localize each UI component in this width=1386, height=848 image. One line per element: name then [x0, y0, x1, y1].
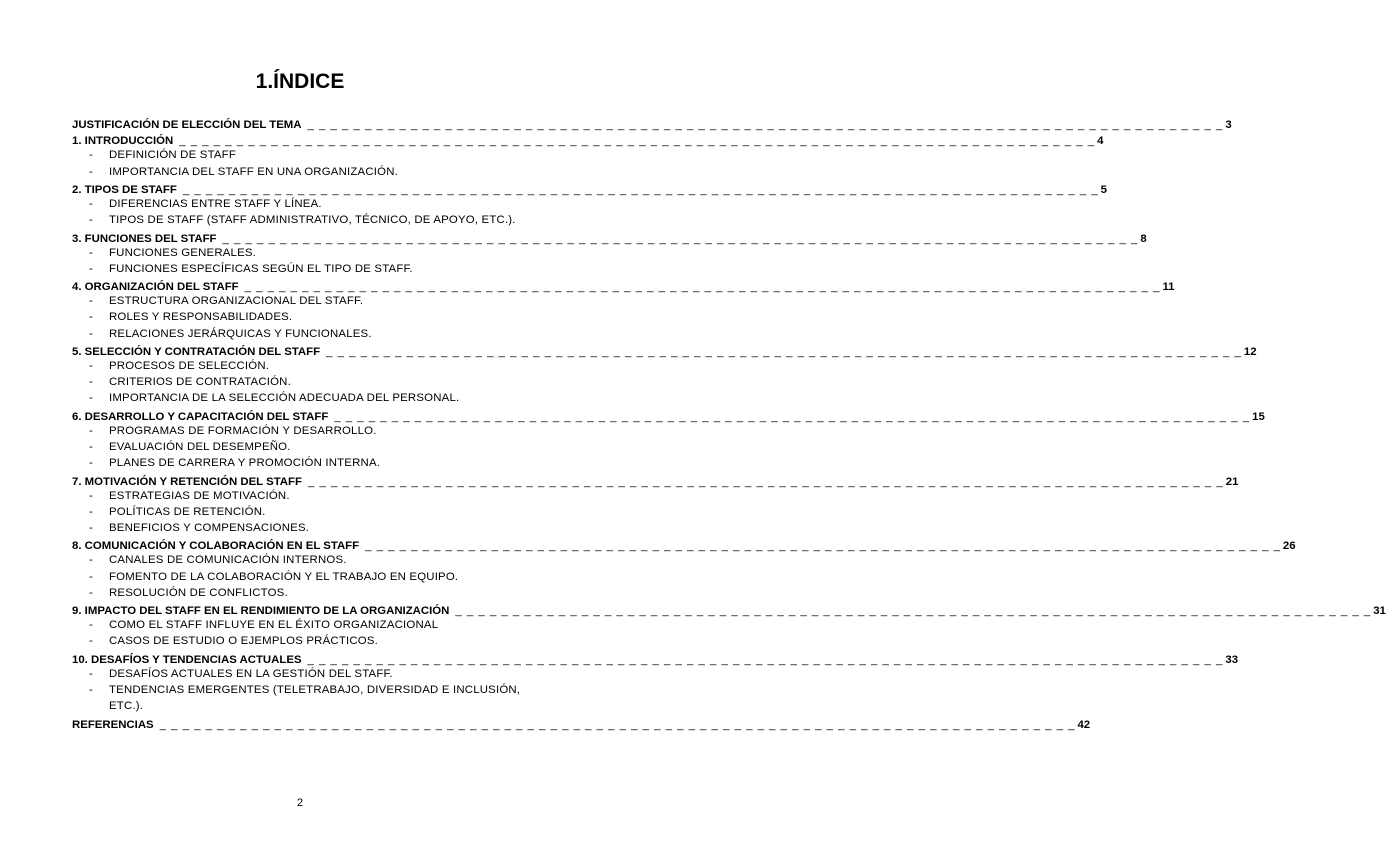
- list-dash: -: [89, 197, 93, 210]
- toc-entry-label: JUSTIFICACIÓN DE ELECCIÓN DEL TEMA: [72, 119, 302, 132]
- toc-subentry: [72, 633, 526, 649]
- toc-subentry: [72, 585, 526, 601]
- toc-subentry-label: POLÍTICAS DE RETENCIÓN.: [109, 505, 266, 518]
- list-dash: -: [89, 295, 93, 308]
- toc-leader: _ _ _ _ _ _ _ _ _ _ _ _ _ _ _ _ _ _ _ _ _ _ _ _ _ _ _ _ _ _ _ _ _ _ _ _ _ _ _ _ _ _ _ _ _ _ _ _ _ _ _ _ _ _ _ _ _ _ _ _ _ _ _ _ _ _ _ _ _ _ _ _ _ _ _ _ _ _ _ _: [334, 410, 1251, 423]
- toc-subentry-label: FUNCIONES ESPECÍFICAS SEGÚN EL TIPO DE STAFF.: [109, 262, 413, 275]
- toc-leader: _ _ _ _ _ _ _ _ _ _ _ _ _ _ _ _ _ _ _ _ _ _ _ _ _ _ _ _ _ _ _ _ _ _ _ _ _ _ _ _ _ _ _ _ _ _ _ _ _ _ _ _ _ _ _ _ _ _ _ _ _ _ _ _ _ _ _ _ _ _ _ _ _ _ _ _ _ _ _ _: [179, 135, 1096, 148]
- toc-entry-label: 1. INTRODUCCIÓN: [72, 135, 174, 148]
- list-dash: -: [89, 489, 93, 502]
- toc-entry-page: 33: [1225, 653, 1239, 666]
- toc-subentry: [72, 455, 526, 471]
- toc-subentry-label: PROGRAMAS DE FORMACIÓN Y DESARROLLO.: [109, 424, 377, 437]
- list-dash: -: [89, 149, 93, 162]
- toc-subentry: [72, 488, 526, 504]
- list-dash: -: [89, 392, 93, 405]
- toc-subentry-label: RESOLUCIÓN DE CONFLICTOS.: [109, 586, 288, 599]
- toc-entry-page: 31: [1373, 605, 1386, 618]
- toc-subentry: [72, 504, 526, 520]
- toc-entry-page: 5: [1100, 183, 1108, 196]
- toc-entry: [72, 228, 1147, 245]
- toc-subentry: [72, 682, 526, 714]
- toc-subentry: [72, 245, 526, 261]
- list-dash: -: [89, 359, 93, 372]
- list-dash: -: [89, 424, 93, 437]
- page-number: 2: [296, 797, 304, 809]
- toc-entry: [72, 650, 1239, 666]
- toc-subentry-label: IMPORTANCIA DEL STAFF EN UNA ORGANIZACIÓN.: [109, 165, 398, 178]
- toc-entry-page: 21: [1225, 475, 1239, 488]
- toc-entry: [72, 536, 1296, 553]
- toc-subentry: [72, 617, 526, 633]
- list-dash: -: [89, 635, 93, 648]
- toc-subentry: [72, 196, 526, 212]
- toc-entry-label: 10. DESAFÍOS Y TENDENCIAS ACTUALES: [72, 653, 302, 666]
- page-title: 1.ÍNDICE: [255, 70, 345, 93]
- toc-leader: _ _ _ _ _ _ _ _ _ _ _ _ _ _ _ _ _ _ _ _ _ _ _ _ _ _ _ _ _ _ _ _ _ _ _ _ _ _ _ _ _ _ _ _ _ _ _ _ _ _ _ _ _ _ _ _ _ _ _ _ _ _ _ _ _ _ _ _ _ _ _ _ _ _ _ _ _ _ _ _: [326, 345, 1242, 358]
- toc-leader: _ _ _ _ _ _ _ _ _ _ _ _ _ _ _ _ _ _ _ _ _ _ _ _ _ _ _ _ _ _ _ _ _ _ _ _ _ _ _ _ _ _ _ _ _ _ _ _ _ _ _ _ _ _ _ _ _ _ _ _ _ _ _ _ _ _ _ _ _ _ _ _ _ _ _ _ _ _ _ _: [455, 605, 1372, 618]
- toc-leader: _ _ _ _ _ _ _ _ _ _ _ _ _ _ _ _ _ _ _ _ _ _ _ _ _ _ _ _ _ _ _ _ _ _ _ _ _ _ _ _ _ _ _ _ _ _ _ _ _ _ _ _ _ _ _ _ _ _ _ _ _ _ _ _ _ _ _ _ _ _ _ _ _ _ _ _ _ _ _ _: [222, 232, 1139, 245]
- toc-entry: [72, 601, 1386, 618]
- list-dash: -: [89, 505, 93, 518]
- toc-entry-page: 11: [1162, 281, 1175, 294]
- toc-subentry-label: ESTRATEGIAS DE MOTIVACIÓN.: [109, 489, 290, 502]
- toc-entry: [72, 342, 1257, 358]
- toc-subentry-label: ESTRUCTURA ORGANIZACIONAL DEL STAFF.: [109, 295, 364, 308]
- toc-leader: _ _ _ _ _ _ _ _ _ _ _ _ _ _ _ _ _ _ _ _ _ _ _ _ _ _ _ _ _ _ _ _ _ _ _ _ _ _ _ _ _ _ _ _ _ _ _ _ _ _ _ _ _ _ _ _ _ _ _ _ _ _ _ _ _ _ _ _ _ _ _ _ _ _ _ _ _ _ _ _: [159, 718, 1076, 731]
- toc-leader: _ _ _ _ _ _ _ _ _ _ _ _ _ _ _ _ _ _ _ _ _ _ _ _ _ _ _ _ _ _ _ _ _ _ _ _ _ _ _ _ _ _ _ _ _ _ _ _ _ _ _ _ _ _ _ _ _ _ _ _ _ _ _ _ _ _ _ _ _ _ _ _ _ _ _ _ _ _ _ _: [307, 475, 1224, 488]
- toc-subentry: [72, 666, 526, 682]
- toc-subentry-label: BENEFICIOS Y COMPENSACIONES.: [109, 521, 310, 534]
- toc-entry-page: 26: [1282, 540, 1296, 553]
- list-dash: -: [89, 440, 93, 453]
- toc-subentry-label: DIFERENCIAS ENTRE STAFF Y LÍNEA.: [109, 197, 322, 210]
- list-dash: -: [89, 165, 93, 178]
- list-dash: -: [89, 246, 93, 259]
- toc-subentry-label: PLANES DE CARRERA Y PROMOCIÓN INTERNA.: [109, 457, 381, 470]
- toc-leader: _ _ _ _ _ _ _ _ _ _ _ _ _ _ _ _ _ _ _ _ _ _ _ _ _ _ _ _ _ _ _ _ _ _ _ _ _ _ _ _ _ _ _ _ _ _ _ _ _ _ _ _ _ _ _ _ _ _ _ _ _ _ _ _ _ _ _ _ _ _ _ _ _ _ _ _ _ _ _ _: [307, 119, 1224, 132]
- list-dash: -: [89, 619, 93, 632]
- toc-subentry: [72, 326, 526, 342]
- toc-entry-label: 2. TIPOS DE STAFF: [72, 183, 177, 196]
- toc-subentry: [72, 309, 526, 325]
- toc-entry: [72, 407, 1265, 423]
- toc-subentry: [72, 293, 526, 309]
- toc-subentry: [72, 147, 526, 163]
- toc-entry: [72, 714, 1091, 731]
- toc-subentry: [72, 164, 526, 180]
- toc-subentry: [72, 569, 526, 585]
- toc-subentry-label: ROLES Y RESPONSABILIDADES.: [109, 311, 293, 324]
- toc-entry-label: 7. MOTIVACIÓN Y RETENCIÓN DEL STAFF: [72, 475, 302, 488]
- toc-subentry-label: CASOS DE ESTUDIO O EJEMPLOS PRÁCTICOS.: [109, 635, 379, 648]
- list-dash: -: [89, 521, 93, 534]
- toc-subentry-label: PROCESOS DE SELECCIÓN.: [109, 359, 270, 372]
- toc-entry-label: REFERENCIAS: [72, 718, 154, 731]
- table-of-contents: [72, 115, 1386, 731]
- toc-subentry: [72, 261, 526, 277]
- toc-entry-label: 3. FUNCIONES DEL STAFF: [72, 232, 217, 245]
- toc-entry-label: 9. IMPACTO DEL STAFF EN EL RENDIMIENTO DE LA ORGANIZACIÓN: [72, 605, 450, 618]
- toc-subentry-label: EVALUACIÓN DEL DESEMPEÑO.: [109, 440, 291, 453]
- toc-entry-page: 4: [1097, 135, 1104, 148]
- toc-leader: _ _ _ _ _ _ _ _ _ _ _ _ _ _ _ _ _ _ _ _ _ _ _ _ _ _ _ _ _ _ _ _ _ _ _ _ _ _ _ _ _ _ _ _ _ _ _ _ _ _ _ _ _ _ _ _ _ _ _ _ _ _ _ _ _ _ _ _ _ _ _ _ _ _ _ _ _ _ _ _: [365, 540, 1281, 553]
- toc-subentry-label: RELACIONES JERÁRQUICAS Y FUNCIONALES.: [109, 327, 372, 340]
- toc-entry-page: 12: [1243, 345, 1257, 358]
- toc-subentry-label: TENDENCIAS EMERGENTES (TELETRABAJO, DIVERSIDAD E INCLUSIÓN, ETC.).: [109, 683, 521, 713]
- toc-subentry-label: DEFINICIÓN DE STAFF: [109, 149, 236, 162]
- toc-subentry: [72, 212, 526, 228]
- list-dash: -: [89, 554, 93, 567]
- toc-entry: [72, 115, 1232, 132]
- toc-entry-page: 42: [1077, 718, 1091, 731]
- toc-entry: [72, 277, 1175, 294]
- toc-leader: _ _ _ _ _ _ _ _ _ _ _ _ _ _ _ _ _ _ _ _ _ _ _ _ _ _ _ _ _ _ _ _ _ _ _ _ _ _ _ _ _ _ _ _ _ _ _ _ _ _ _ _ _ _ _ _ _ _ _ _ _ _ _ _ _ _ _ _ _ _ _ _ _ _ _ _ _ _ _ _: [182, 183, 1099, 196]
- toc-subentry: [72, 374, 526, 390]
- toc-entry-page: 15: [1252, 410, 1265, 423]
- toc-subentry-label: CRITERIOS DE CONTRATACIÓN.: [109, 376, 291, 389]
- toc-entry-label: 6. DESARROLLO Y CAPACITACIÓN DEL STAFF: [72, 410, 329, 423]
- list-dash: -: [89, 570, 93, 583]
- list-dash: -: [89, 683, 93, 696]
- list-dash: -: [89, 311, 93, 324]
- list-dash: -: [89, 376, 93, 389]
- toc-entry-label: 4. ORGANIZACIÓN DEL STAFF: [72, 281, 239, 294]
- toc-subentry: [72, 552, 526, 568]
- toc-subentry-label: FOMENTO DE LA COLABORACIÓN Y EL TRABAJO EN EQUIPO.: [109, 570, 459, 583]
- list-dash: -: [89, 262, 93, 275]
- list-dash: -: [89, 327, 93, 340]
- toc-subentry: [72, 439, 526, 455]
- toc-leader: _ _ _ _ _ _ _ _ _ _ _ _ _ _ _ _ _ _ _ _ _ _ _ _ _ _ _ _ _ _ _ _ _ _ _ _ _ _ _ _ _ _ _ _ _ _ _ _ _ _ _ _ _ _ _ _ _ _ _ _ _ _ _ _ _ _ _ _ _ _ _ _ _ _ _ _ _ _ _ _: [244, 281, 1161, 294]
- list-dash: -: [89, 586, 93, 599]
- toc-entry: [72, 471, 1239, 488]
- toc-entry: [72, 131, 1104, 148]
- list-dash: -: [89, 214, 93, 227]
- list-dash: -: [89, 457, 93, 470]
- toc-subentry: [72, 423, 526, 439]
- toc-entry-page: 3: [1225, 119, 1232, 132]
- toc-leader: _ _ _ _ _ _ _ _ _ _ _ _ _ _ _ _ _ _ _ _ _ _ _ _ _ _ _ _ _ _ _ _ _ _ _ _ _ _ _ _ _ _ _ _ _ _ _ _ _ _ _ _ _ _ _ _ _ _ _ _ _ _ _ _ _ _ _ _ _ _ _ _ _ _ _ _ _ _ _ _: [307, 653, 1224, 666]
- list-dash: -: [89, 667, 93, 680]
- toc-subentry: [72, 358, 526, 374]
- toc-subentry-label: DESAFÍOS ACTUALES EN LA GESTIÓN DEL STAFF.: [109, 667, 393, 680]
- toc-subentry-label: COMO EL STAFF INFLUYE EN EL ÉXITO ORGANIZACIONAL: [109, 619, 439, 632]
- toc-entry: [72, 180, 1108, 196]
- toc-subentry-label: TIPOS DE STAFF (STAFF ADMINISTRATIVO, TÉCNICO, DE APOYO, ETC.).: [109, 214, 516, 227]
- toc-entry-label: 8. COMUNICACIÓN Y COLABORACIÓN EN EL STAFF: [72, 540, 360, 553]
- toc-subentry-label: FUNCIONES GENERALES.: [109, 246, 257, 259]
- toc-entry-page: 8: [1140, 232, 1147, 245]
- toc-subentry: [72, 520, 526, 536]
- toc-subentry: [72, 390, 526, 406]
- toc-entry-label: 5. SELECCIÓN Y CONTRATACIÓN DEL STAFF: [72, 345, 321, 358]
- toc-subentry-label: IMPORTANCIA DE LA SELECCIÓN ADECUADA DEL PERSONAL.: [109, 392, 460, 405]
- toc-subentry-label: CANALES DE COMUNICACIÓN INTERNOS.: [109, 554, 347, 567]
